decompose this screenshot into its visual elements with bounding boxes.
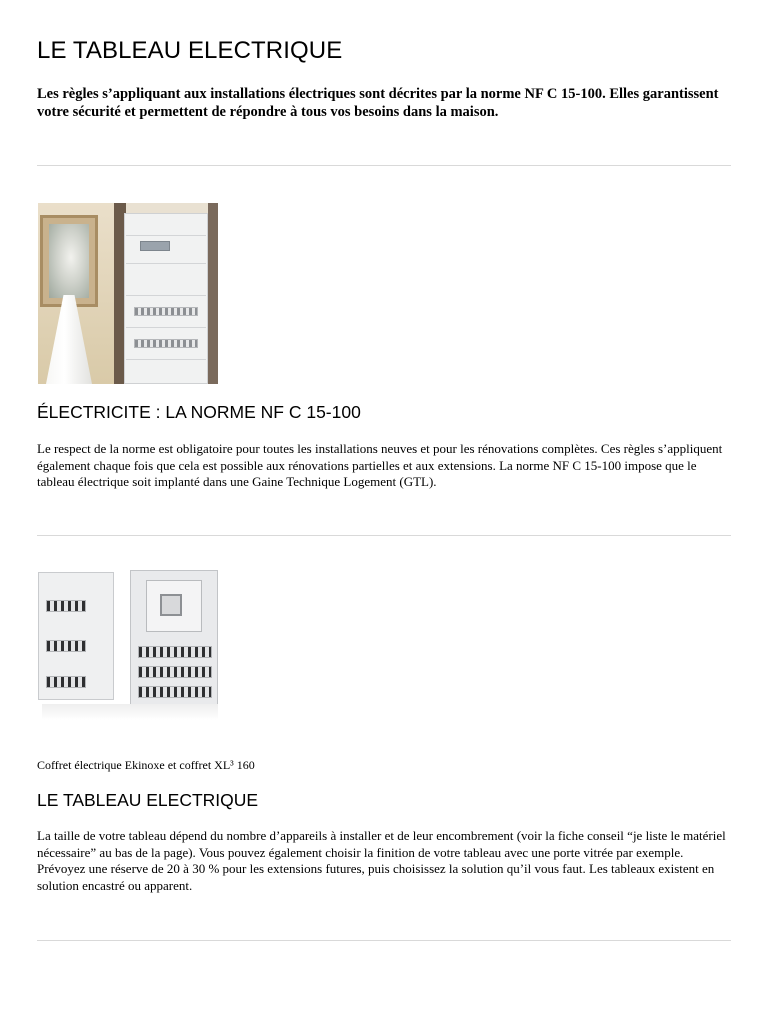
divider (37, 940, 731, 941)
intro-paragraph: Les règles s’appliquant aux installations électriques sont décrites par la norme NF C 15-100. Elles garantissent votre sécurité et permettent de répondre à tous vos besoins dans la maison. (37, 86, 719, 120)
breaker-row (46, 676, 86, 688)
main-switch-knob (160, 594, 182, 616)
wall-picture-frame (40, 215, 98, 307)
divider (37, 165, 731, 166)
breaker-row (46, 640, 86, 652)
cabinets-photo (38, 570, 220, 722)
section-heading-tableau: LE TABLEAU ELECTRIQUE (37, 790, 259, 810)
section-paragraph-norme: Le respect de la norme est obligatoire pour toutes les installations neuves et pour les rénovations complètes. Ces règles s’appliquent également chaque fois que cela est possible aux rénovations partielles et aux extensions. La norme NF C 15-100 impose que le tableau électrique soit implanté dans une Gaine Technique Logement (GTL). (37, 441, 723, 489)
breaker-row (46, 600, 86, 612)
section-heading-norme: ÉLECTRICITE : LA NORME NF C 15-100 (37, 402, 361, 422)
breaker-row (138, 686, 212, 698)
photo-caption: Coffret électrique Ekinoxe et coffret XL³ 160 (37, 758, 255, 772)
divider (37, 535, 731, 536)
electrical-cabinet-room-photo (38, 203, 218, 384)
breaker-row (134, 339, 198, 348)
breaker-row (138, 666, 212, 678)
breaker-row (134, 307, 198, 316)
breaker-row (138, 646, 212, 658)
page-title: LE TABLEAU ELECTRIQUE (37, 37, 343, 64)
section-paragraph-tableau: La taille de votre tableau dépend du nombre d’appareils à installer et de leur encombrement (voir la fiche conseil “je liste le matériel nécessaire” au bas de la page). Vous pouvez également choisir la finition de votre tableau avec une porte vitrée par exemple. Prévoyez une réserve de 20 à 30 % pour les extensions futures, puis choisissez la solution qu’il vous faut. Les tableaux existent en solution encastré ou apparent. (37, 828, 726, 893)
